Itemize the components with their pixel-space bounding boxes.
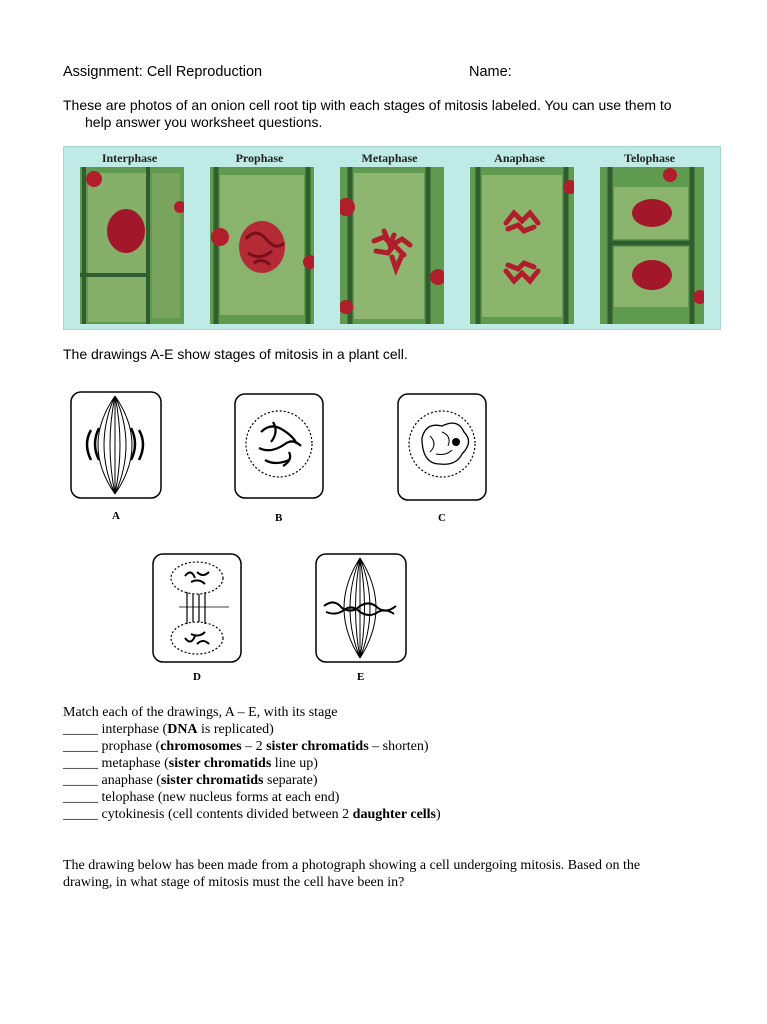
drawing-b-prophase-diagram: [233, 392, 325, 500]
match-item-metaphase: _____ metaphase (sister chromatids line up): [63, 756, 318, 771]
prophase-photo: [210, 167, 314, 324]
drawing-b: [233, 392, 325, 524]
match-item-cytokinesis: _____ cytokinesis (cell contents divided between 2 daughter cells): [63, 807, 441, 822]
answer-blank[interactable]: _____: [63, 722, 98, 737]
answer-blank[interactable]: _____: [63, 773, 98, 788]
photo-panel-interphase: [66, 149, 193, 325]
answer-blank[interactable]: _____: [63, 756, 98, 771]
name-label: Name:: [469, 64, 512, 80]
drawings-caption: The drawings A-E show stages of mitosis in a plant cell.: [63, 346, 408, 362]
intro-paragraph: [63, 97, 713, 131]
drawing-label: C: [438, 512, 446, 524]
photo-label: Interphase: [101, 151, 158, 165]
match-item-interphase: _____ interphase (DNA is replicated): [63, 722, 274, 737]
answer-blank[interactable]: _____: [63, 790, 98, 805]
intro-line-2: help answer you worksheet questions.: [85, 114, 323, 130]
drawing-label: B: [275, 512, 283, 524]
drawing-a-anaphase-diagram: [69, 390, 163, 500]
match-item-prophase: _____ prophase (chromosomes – 2 sister chromatids – shorten): [63, 739, 429, 754]
drawing-d-telophase-diagram: [151, 552, 243, 664]
drawing-label: A: [112, 510, 120, 522]
match-prompt: Match each of the drawings, A – E, with its stage: [63, 705, 338, 720]
photo-panel-metaphase: [326, 149, 453, 325]
drawing-label: E: [357, 671, 365, 683]
drawing-a: [69, 390, 163, 522]
stage-question: [63, 857, 713, 891]
answer-blank[interactable]: _____: [63, 739, 98, 754]
drawing-e-metaphase-diagram: [314, 552, 408, 664]
match-item-telophase: _____ telophase (new nucleus forms at each end): [63, 790, 340, 805]
question-line-2: drawing, in what stage of mitosis must the cell have been in?: [63, 875, 405, 890]
mitosis-photo-strip: [63, 146, 721, 330]
photo-panel-anaphase: [456, 149, 583, 325]
anaphase-photo: [470, 167, 574, 324]
drawing-c-interphase-diagram: [396, 392, 488, 502]
drawing-c: [396, 392, 488, 524]
photo-label: Metaphase: [361, 151, 418, 165]
photo-label: Telophase: [624, 151, 675, 165]
match-exercise: [63, 704, 441, 823]
metaphase-photo: [340, 167, 444, 324]
drawing-label: D: [193, 671, 201, 683]
answer-blank[interactable]: _____: [63, 807, 98, 822]
telophase-photo: [600, 167, 704, 324]
intro-line-1: These are photos of an onion cell root tip with each stages of mitosis labeled. You can use them to: [63, 97, 672, 113]
photo-panel-telophase: [586, 149, 713, 325]
photo-label: Prophase: [235, 151, 284, 165]
drawing-e: [314, 552, 408, 683]
photo-panel-prophase: [196, 149, 323, 325]
interphase-photo: [80, 167, 184, 324]
drawing-d: [151, 552, 243, 683]
assignment-title: Assignment: Cell Reproduction: [63, 64, 263, 80]
question-line-1: The drawing below has been made from a photograph showing a cell undergoing mitosis. Based on the: [63, 858, 641, 873]
match-item-anaphase: _____ anaphase (sister chromatids separate): [63, 773, 318, 788]
photo-label: Anaphase: [494, 151, 545, 165]
